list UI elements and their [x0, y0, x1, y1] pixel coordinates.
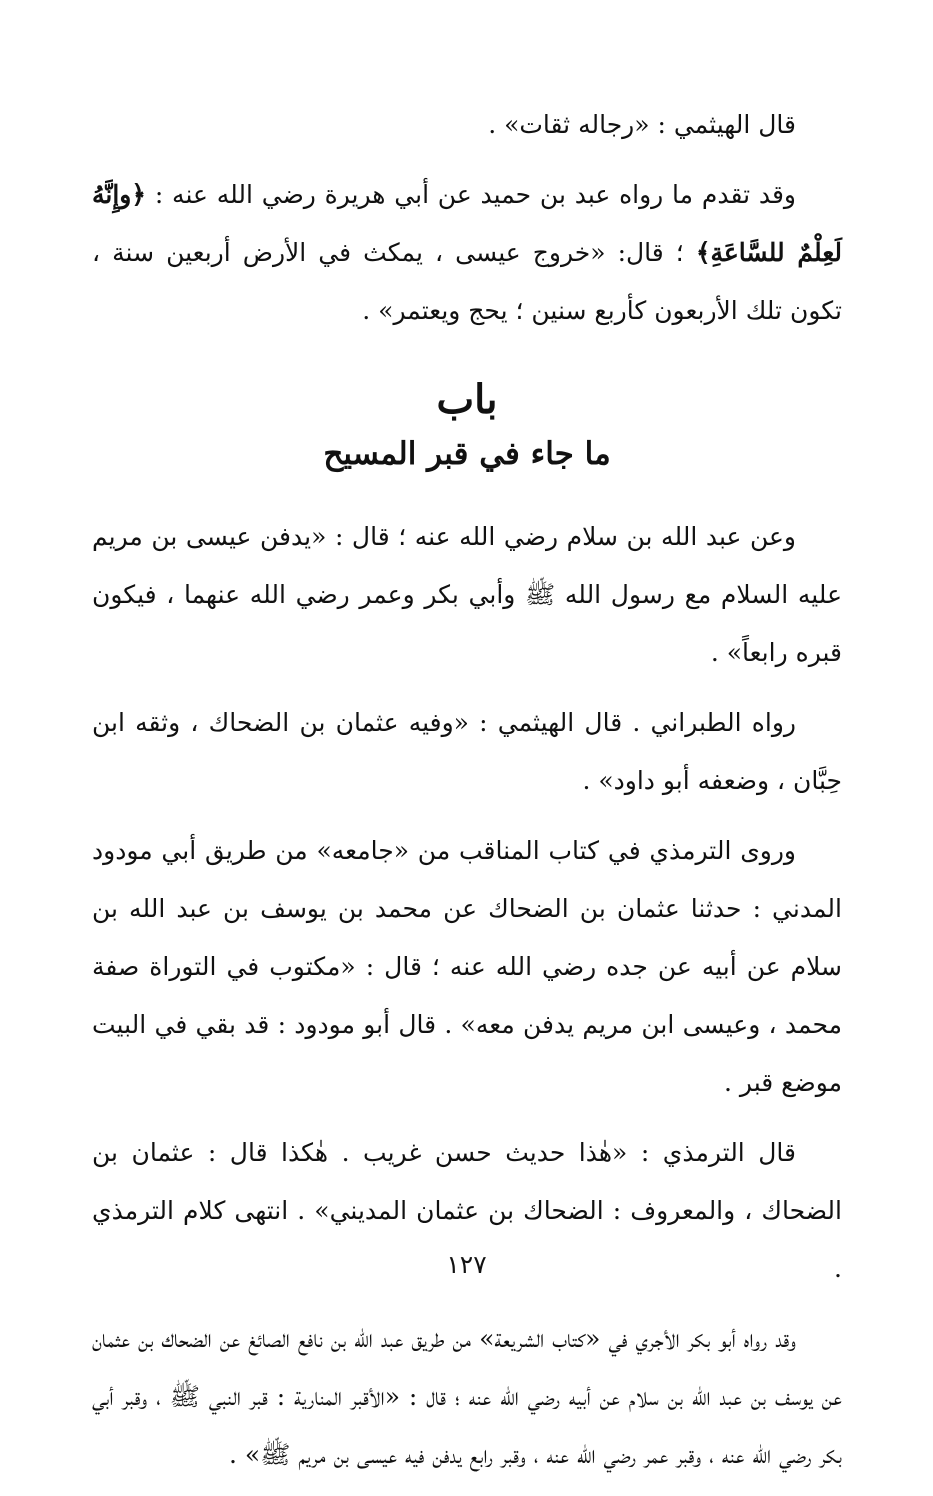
page-body [92, 96, 842, 1496]
paragraph-tirmidhi-narration: وروى الترمذي في كتاب المناقب من «جامعه» من طريق أبي مودود المدني : حدثنا عثمان بن الضحاك عن محمد بن يوسف بن عبد الله بن سلام عن أبيه عن جده رضي الله عنه ؛ قال : «مكتوب في التوراة صفة محمد ، وعيسى ابن مريم يدفن معه» . قال أبو مودود : قد بقي في البيت موضع قبر . [92, 836, 842, 1097]
paragraph-tirmidhi-comment: قال الترمذي : «هٰذا حديث حسن غريب . هٰكذا قال : عثمان بن الضحاك ، والمعروف : الضحاك بن عثمان المديني» . انتهى كلام الترمذي . [92, 1138, 842, 1283]
paragraph-ibn-salam: وعن عبد الله بن سلام رضي الله عنه ؛ قال : «يدفن عيسى بن مريم عليه السلام مع رسول الله ﷺ وأبي بكر وعمر رضي الله عنهما ، فيكون قبره رابعاً» . [92, 522, 842, 667]
quran-paragraph-after: ؛ قال: «خروج عيسى ، يمكث في الأرض أربعين سنة ، تكون تلك الأربعون كأربع سنين ؛ يحج ويعتمر» . [92, 238, 842, 325]
chapter-heading [92, 372, 842, 480]
page-number: ١٢٧ [446, 1250, 487, 1279]
quran-paragraph-before: وقد تقدم ما رواه عبد بن حميد عن أبي هريرة رضي الله عنه : [146, 180, 796, 209]
paragraph-haythami-note: قال الهيثمي : «رجاله ثقات» . [488, 110, 796, 139]
chapter-word: باب [436, 376, 498, 423]
paragraph-tabarani: رواه الطبراني . قال الهيثمي : «وفيه عثمان بن الضحاك ، وثقه ابن حِبَّان ، وضعفه أبو داود» . [92, 708, 842, 795]
chapter-title: ما جاء في قبر المسيح [323, 436, 611, 472]
paragraph-ajurri: وقد رواه أبو بكر الأجري في «كتاب الشريعة» من طريق عبد الله بن نافع الصائغ عن الضحاك بن عثمان عن يوسف بن عبد الله بن سلام عن أبيه رضي الله عنه ؛ قال : «الأقبر المنارية : قبر النبي ﷺ ، وقبر أبي بكر رضي الله عنه ، وقبر عمر رضي الله عنه ، وقبر رابع يدفن فيه عيسى بن مريم ﷺ» . [92, 1324, 842, 1469]
paragraph-quran-reference [92, 166, 842, 340]
quran-verse: ﴿وإِنَّهُ لَعِلْمٌ للسَّاعَةِ﴾ [92, 180, 843, 267]
